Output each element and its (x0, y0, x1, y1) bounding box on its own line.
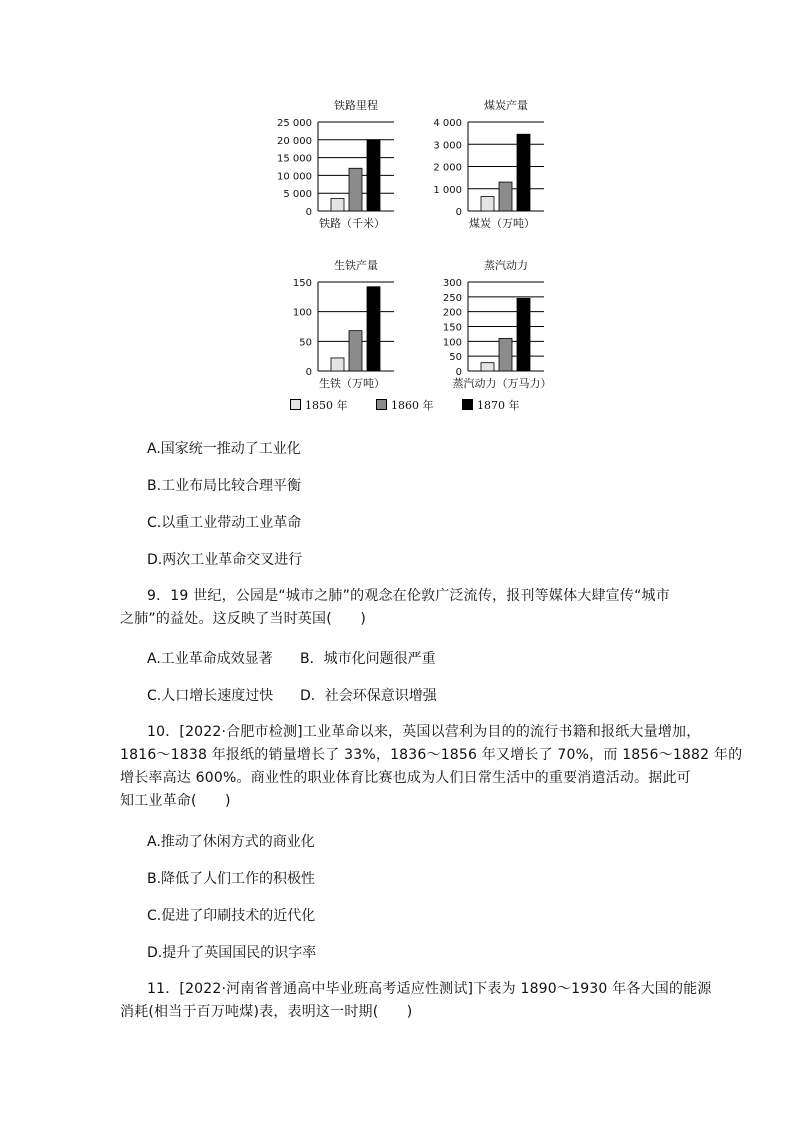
y-tick-label: 0 (455, 207, 462, 218)
bar-1870年 (367, 140, 380, 211)
legend-swatch (462, 399, 473, 410)
y-tick-label: 5 000 (283, 189, 312, 201)
pig-iron-chart (270, 255, 410, 395)
y-tick-label: 100 (292, 307, 312, 319)
y-tick-label: 3 000 (433, 140, 462, 152)
chart-title: 生铁产量 (334, 259, 378, 272)
q9-stem-line2: 之肺”的益处。这反映了当时英国( ) (120, 611, 366, 627)
x-axis-label: 蒸汽动力（万马力） (452, 377, 552, 390)
legend-label: 1850 年 (305, 399, 348, 412)
y-tick-label: 25 000 (277, 118, 312, 129)
y-tick-label: 15 000 (277, 153, 312, 165)
y-tick-label: 50 (299, 337, 312, 349)
y-tick-label: 0 (455, 367, 462, 378)
bar-1870年 (367, 287, 380, 371)
bar-1850年 (331, 199, 344, 211)
q8-option-d[interactable]: D.两次工业革命交叉进行 (147, 552, 303, 568)
y-tick-label: 0 (305, 207, 312, 218)
chart-title: 煤炭产量 (484, 99, 528, 112)
q11-stem-line1: 11．[2022·河南省普通高中毕业班高考适应性测试]下表为 1890～1930 年各大国的能源 (147, 981, 712, 997)
q10-stem-line4: 知工业革命( ) (120, 793, 231, 809)
bar-1850年 (481, 363, 494, 371)
bar-1850年 (481, 197, 494, 211)
legend-label: 1860 年 (391, 399, 434, 412)
y-tick-label: 2 000 (433, 162, 462, 174)
y-tick-label: 10 000 (277, 171, 312, 183)
industrial-charts (270, 95, 570, 425)
q9-option-b[interactable]: B．城市化问题很严重 (300, 651, 436, 667)
bar-1860年 (349, 168, 362, 211)
bar-1870年 (517, 298, 530, 371)
q11-stem-line2: 消耗(相当于百万吨煤)表，表明这一时期( ) (120, 1004, 413, 1020)
q8-option-a[interactable]: A.国家统一推动了工业化 (147, 441, 301, 457)
y-tick-label: 150 (442, 322, 462, 334)
q10-stem-line1: 10．[2022·合肥市检测]工业革命以来，英国以营利为目的的流行书籍和报纸大量增加， (147, 724, 701, 740)
q8-option-b[interactable]: B.工业布局比较合理平衡 (147, 478, 302, 494)
q9-option-d[interactable]: D．社会环保意识增强 (300, 688, 437, 704)
bar-1860年 (499, 182, 512, 211)
legend-item-1870 (462, 397, 520, 413)
coal-chart (420, 95, 560, 235)
x-axis-label: 铁路（千米） (319, 217, 385, 230)
q10-stem-line3: 增长率高达 600%。商业性的职业体育比赛也成为人们日常生活中的重要消遣活动。据此可 (120, 770, 691, 786)
y-tick-label: 250 (442, 292, 462, 304)
bar-1850年 (331, 358, 344, 371)
q10-option-b[interactable]: B.降低了人们工作的积极性 (147, 871, 316, 887)
y-tick-label: 100 (442, 337, 462, 349)
q10-option-c[interactable]: C.促进了印刷技术的近代化 (147, 908, 316, 924)
legend-label: 1870 年 (477, 399, 520, 412)
y-tick-label: 50 (449, 352, 462, 364)
railway-chart (270, 95, 410, 235)
chart-title: 蒸汽动力 (484, 259, 528, 272)
legend-swatch (290, 399, 301, 410)
y-tick-label: 300 (442, 278, 462, 289)
q10-option-a[interactable]: A.推动了休闲方式的商业化 (147, 834, 315, 850)
legend-item-1860 (376, 397, 434, 413)
y-tick-label: 150 (292, 278, 312, 289)
y-tick-label: 1 000 (433, 184, 462, 196)
y-tick-label: 20 000 (277, 135, 312, 147)
bar-1870年 (517, 134, 530, 211)
bar-1860年 (349, 331, 362, 371)
steam-power-chart (420, 255, 560, 395)
q8-option-c[interactable]: C.以重工业带动工业革命 (147, 515, 302, 531)
x-axis-label: 生铁（万吨） (319, 377, 385, 390)
chart-title: 铁路里程 (334, 99, 378, 112)
q9-stem-line1: 9．19 世纪，公园是“城市之肺”的观念在伦敦广泛流传，报刊等媒体大肆宣传“城市 (147, 588, 670, 604)
legend-item-1850 (290, 397, 348, 413)
q9-option-c[interactable]: C.人口增长速度过快 (147, 688, 274, 704)
x-axis-label: 煤炭（万吨） (469, 217, 535, 230)
legend-swatch (376, 399, 387, 410)
bar-1860年 (499, 338, 512, 371)
y-tick-label: 4 000 (433, 118, 462, 129)
q10-option-d[interactable]: D.提升了英国国民的识字率 (147, 945, 317, 961)
q9-option-a[interactable]: A.工业革命成效显著 (147, 651, 273, 667)
y-tick-label: 200 (442, 307, 462, 319)
y-tick-label: 0 (305, 367, 312, 378)
q10-stem-line2: 1816～1838 年报纸的销量增长了 33%，1836～1856 年又增长了 70%，而 1856～1882 年的 (120, 747, 743, 763)
